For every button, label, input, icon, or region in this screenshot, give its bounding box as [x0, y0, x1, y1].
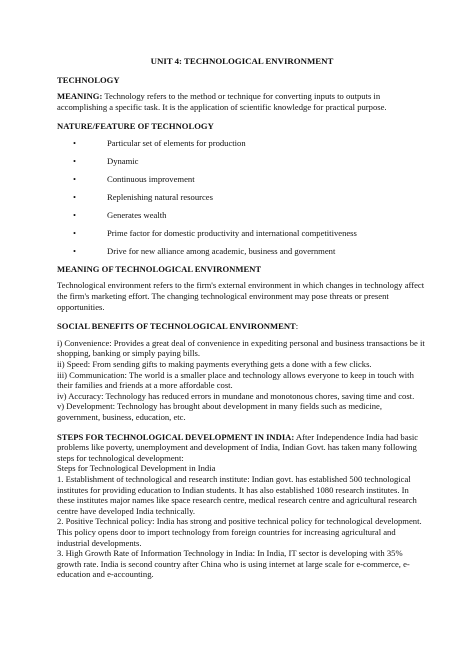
bullet-icon: •: [73, 155, 77, 166]
list-item: • Replenishing natural resources: [73, 191, 213, 202]
list-item: iii) Communication: The world is a smaller place and technology allows everyone to keep in touch with their families and friends at a more affordable cost.: [57, 369, 414, 391]
nature-heading: NATURE/FEATURE OF TECHNOLOGY: [57, 121, 214, 132]
list-item: • Drive for new alliance among academic, business and government: [73, 245, 336, 256]
meaning-paragraph: [57, 91, 427, 112]
meaning-env-paragraph: Technological environment refers to the firm's external environment in which changes in technology affect the firm's marketing effort. The changing technological environment may pose threats or present opportunities.: [57, 280, 425, 312]
list-item: v) Development: Technology has brought about development in many fields such as medicine, government, business, education, etc.: [57, 401, 383, 422]
bullet-icon: •: [73, 227, 77, 238]
list-item: iv) Accuracy: Technology has reduced errors in mundane and monotonous chores, saving time and cost.: [57, 390, 415, 401]
social-benefits-list: [57, 338, 427, 423]
list-item: • Prime factor for domestic productivity and international competitiveness: [73, 227, 357, 238]
steps-intro: STEPS FOR TECHNOLOGICAL DEVELOPMENT IN INDIA: After Independence India had basic problems like poverty, unemployment and development of India, Indian Govt. has taken many following steps for technological development:: [57, 431, 419, 463]
meaning-text: Technology refers to the method or technique for converting inputs to outputs in accomplishing a specific task. It is the application of scientific knowledge for practical purpose.: [57, 91, 387, 112]
bullet-icon: •: [73, 245, 77, 256]
list-item: • Generates wealth: [73, 209, 167, 220]
list-item: • Continuous improvement: [73, 173, 195, 184]
steps-heading: STEPS FOR TECHNOLOGICAL DEVELOPMENT IN INDIA:: [57, 431, 295, 442]
document-page: [57, 56, 427, 580]
list-item: ii) Speed: From sending gifts to making payments everything gets a done with a few clicks.: [57, 359, 372, 370]
bullet-icon: •: [73, 209, 77, 220]
bullet-icon: •: [73, 137, 77, 148]
meaning-label: MEANING:: [57, 91, 103, 102]
list-item: 3. High Growth Rate of Information Technology in India: In India, IT sector is developing with 35% growth rate. India is second country after China who is using internet at large scale for e-commerce, e-education and e-accounting.: [57, 548, 410, 580]
features-list: [57, 138, 427, 257]
meaning-env-heading: MEANING OF TECHNOLOGICAL ENVIRONMENT: [57, 263, 262, 274]
steps-subtitle: Steps for Technological Development in India: [57, 463, 216, 474]
document-title: UNIT 4: TECHNOLOGICAL ENVIRONMENT: [150, 56, 334, 66]
list-item: i) Convenience: Provides a great deal of convenience in expediting personal and business transactions be it shopping, banking or simply paying bills.: [57, 337, 425, 359]
technology-heading: TECHNOLOGY: [57, 74, 120, 85]
social-benefits-heading: SOCIAL BENEFITS OF TECHNOLOGICAL ENVIRONMENT:: [57, 321, 299, 332]
list-item: 2. Positive Technical policy: India has strong and positive technical policy for technological development. This policy opens door to import technology from foreign countries for increasing agricultural and industrial developments.: [57, 516, 422, 548]
bullet-icon: •: [73, 191, 77, 202]
list-item: 1. Establishment of technological and research institute: Indian govt. has established 500 technological institutes for providing education to Indian students. It has also established 1080 research institutes. In these institutes major names like space research centre, medical research centre and agricultural research centre have developed India technically.: [57, 473, 417, 516]
bullet-icon: •: [73, 173, 77, 184]
steps-section: [57, 432, 427, 580]
list-item: • Dynamic: [73, 155, 139, 166]
list-item: • Particular set of elements for production: [73, 137, 246, 148]
